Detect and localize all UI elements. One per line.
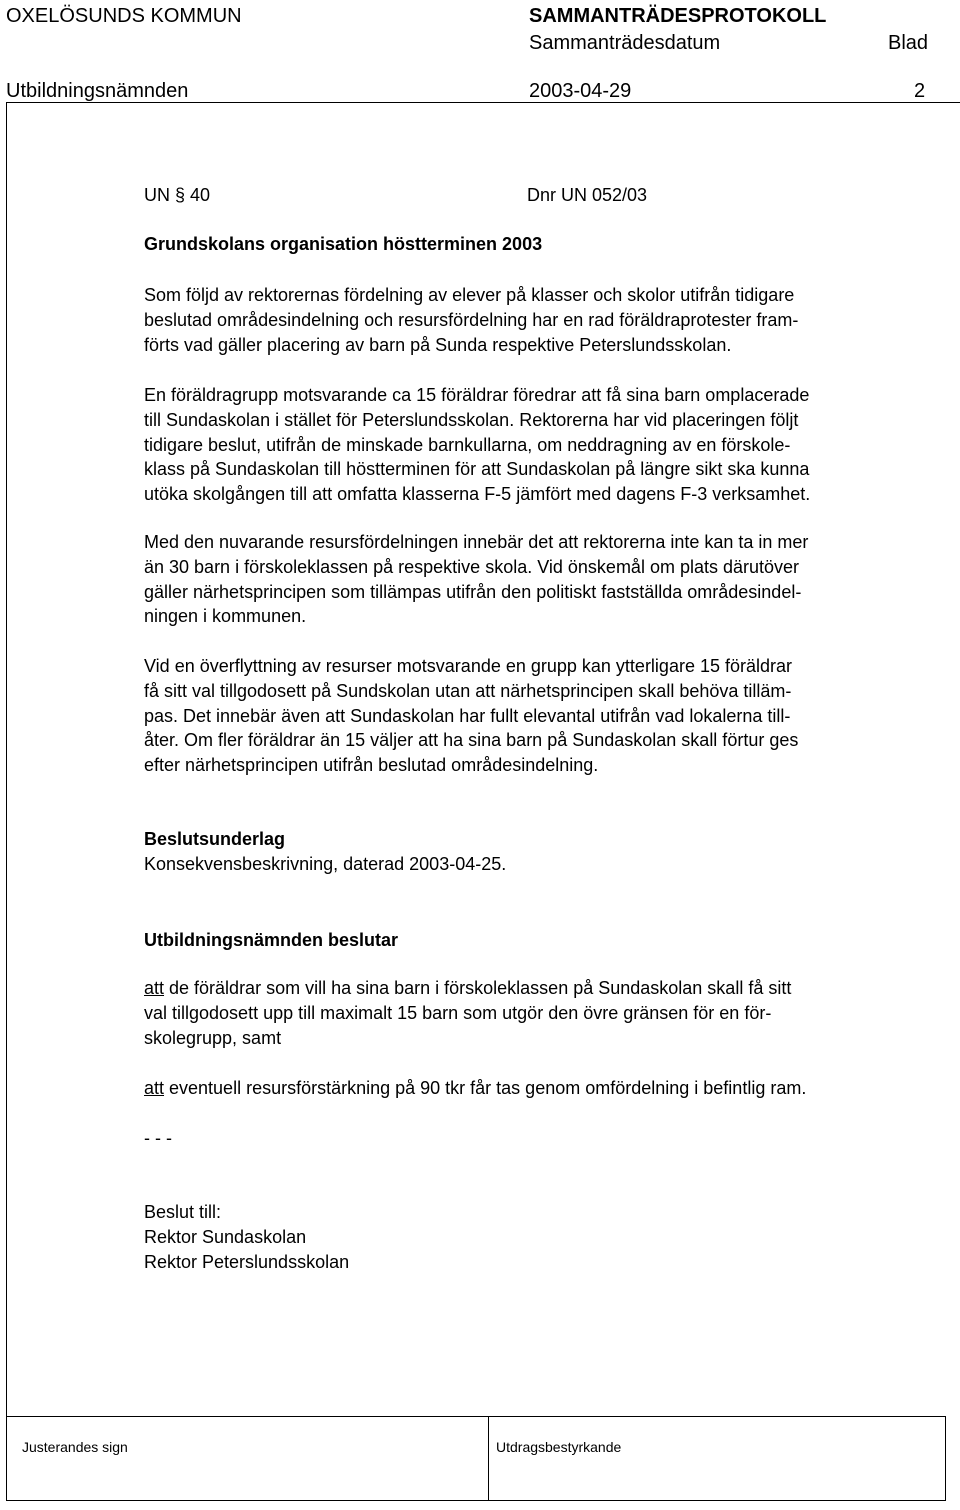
case-dnr: Dnr UN 052/03 (527, 185, 648, 205)
footer-divider-top (6, 1416, 946, 1417)
text-line (144, 976, 944, 1001)
paragraph-4 (144, 654, 944, 778)
text-line: efter närhetsprincipen utifrån beslutad områdesindelning. (144, 755, 599, 776)
text-line: utöka skolgången till att omfatta klasserna F-5 jämfört med dagens F-3 verksamhet. (144, 484, 811, 505)
text-segment: de föräldrar som vill ha sina barn i förskoleklassen på Sundaskolan skall få sitt (164, 978, 792, 998)
text-line: val tillgodosett upp till maximalt 15 barn som utgör den övre gränsen för en för- (144, 1002, 772, 1023)
footer-column-separator (488, 1416, 489, 1500)
section-separator: - - - (144, 1128, 172, 1148)
text-line: åter. Om fler föräldrar än 15 väljer att ha sina barn på Sundaskolan skall förtur ges (144, 730, 799, 751)
text-line: En föräldragrupp motsvarande ca 15 föräldrar föredrar att få sina barn omplacerade (144, 385, 810, 405)
meeting-date-label: Sammanträdesdatum (529, 32, 721, 54)
left-margin-line (6, 102, 7, 1500)
text-line: få sitt val tillgodosett på Sundskolan utan att närhetsprincipen skall behöva tilläm- (144, 680, 792, 701)
decision-item-2 (144, 1076, 944, 1101)
footer-right-edge (945, 1416, 946, 1501)
paragraph-3 (144, 530, 944, 629)
paragraph-2 (144, 383, 944, 507)
decision-heading: Utbildningsnämnden beslutar (144, 930, 399, 950)
footer-divider-bottom (6, 1500, 946, 1501)
text-line: beslutad områdesindelning och resursfördelning har en rad föräldraprotester fram- (144, 309, 799, 330)
case-number: UN § 40 (144, 185, 211, 205)
footer-sign-label: Justerandes sign (22, 1439, 128, 1455)
basis-heading: Beslutsunderlag (144, 829, 286, 849)
text-line (144, 1076, 944, 1101)
text-line: tidigare beslut, utifrån de minskade barnkullarna, om neddragning av en förskole- (144, 434, 791, 455)
header-divider (6, 102, 960, 103)
text-line: till Sundaskolan i stället för Peterslundsskolan. Rektorerna har vid placeringen följt (144, 409, 799, 430)
text-segment: eventuell resursförstärkning på 90 tkr får tas genom omfördelning i befintlig ram. (164, 1078, 807, 1098)
text-line: Med den nuvarande resursfördelningen innebär det att rektorerna inte kan ta in mer (144, 532, 809, 552)
page-number: 2 (914, 80, 926, 102)
text-line: pas. Det innebär även att Sundaskolan har fullt elevantal utifrån vad lokalerna till- (144, 705, 791, 726)
municipality-name: OXELÖSUNDS KOMMUN (6, 5, 242, 27)
paragraph-1 (144, 283, 944, 357)
committee-name: Utbildningsnämnden (6, 80, 189, 102)
text-line: skolegrupp, samt (144, 1027, 282, 1048)
text-line: ningen i kommunen. (144, 606, 307, 627)
text-line: Vid en överflyttning av resurser motsvarande en grupp kan ytterligare 15 föräldrar (144, 656, 793, 676)
document-type: SAMMANTRÄDESPROTOKOLL (529, 5, 827, 27)
page-label: Blad (888, 32, 929, 54)
decision-item-1 (144, 976, 944, 1050)
att-keyword: att (144, 1078, 165, 1098)
att-keyword: att (144, 978, 165, 998)
meeting-date: 2003-04-29 (529, 80, 632, 102)
text-line: förts vad gäller placering av barn på Sunda respektive Peterslundsskolan. (144, 334, 732, 355)
distribution-list (144, 1200, 944, 1274)
text-line: än 30 barn i förskoleklassen på respektive skola. Vid önskemål om plats därutöver (144, 556, 800, 577)
distribution-heading: Beslut till: (144, 1202, 222, 1222)
text-line: gäller närhetsprincipen som tillämpas utifrån den politiskt fastställda områdesindel- (144, 581, 802, 602)
case-title: Grundskolans organisation höstterminen 2003 (144, 234, 543, 254)
recipient: Rektor Peterslundsskolan (144, 1251, 350, 1272)
recipient: Rektor Sundaskolan (144, 1226, 307, 1247)
text-line: klass på Sundaskolan till höstterminen för att Sundaskolan på längre sikt ska kunna (144, 459, 810, 480)
basis-text: Konsekvensbeskrivning, daterad 2003-04-25. (144, 854, 507, 874)
footer-extract-label: Utdragsbestyrkande (496, 1439, 622, 1455)
text-line: Som följd av rektorernas fördelning av elever på klasser och skolor utifrån tidigare (144, 285, 795, 305)
